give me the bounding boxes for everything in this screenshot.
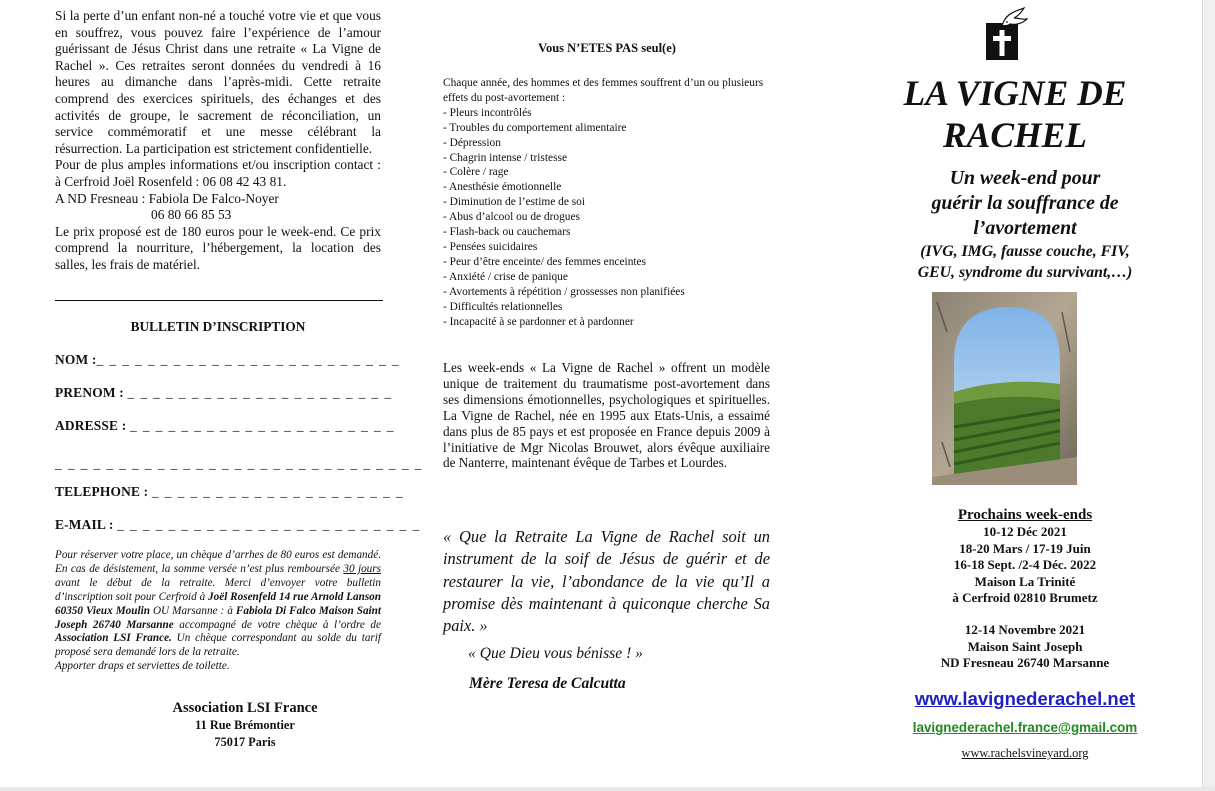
quote-author: Mère Teresa de Calcutta <box>469 675 626 692</box>
nom-field[interactable] <box>55 352 400 368</box>
adresse-line2: _ _ _ _ _ _ _ _ _ _ _ _ _ _ _ _ _ _ _ _ _ _ _ _ _ _ _ _ _ <box>55 456 423 471</box>
prenom-line: _ _ _ _ _ _ _ _ _ _ _ _ _ _ _ _ _ _ _ _ _ <box>127 385 393 400</box>
symptom-item: - Pleurs incontrôlés <box>443 106 532 119</box>
adresse-line: _ _ _ _ _ _ _ _ _ _ _ _ _ _ _ _ _ _ _ _ _ <box>129 418 395 433</box>
title-line-1: LA VIGNE DE <box>903 73 1127 113</box>
mother-teresa-quote: « Que la Retraite La Vigne de Rachel soit un instrument de la soif de Jésus de guérir et de restaurer la vie, l’abondance de la vie qu’Il a promise dès maintenant à quiconque cherche Sa paix. » <box>443 527 770 636</box>
symptoms-list <box>443 106 773 330</box>
symptom-item: - Abus d’alcool ou de drogues <box>443 211 580 224</box>
title-line-2: RACHEL <box>942 115 1087 155</box>
vineyard-window-photo <box>932 292 1077 485</box>
reservation-text-4: accompagné de votre chèque à l’ordre de <box>173 618 381 631</box>
price-text: Le prix proposé est de 180 euros pour le week-end. Ce prix comprend la nourriture, l’hébergement, la location des salles, les frais de matériel. <box>55 223 381 272</box>
dates-cerfroid-2: 18-20 Mars / 17-19 Juin <box>959 540 1091 556</box>
bulletin-title: BULLETIN D’INSCRIPTION <box>130 319 306 334</box>
reservation-payee: Association LSI France. <box>55 632 172 645</box>
symptom-item: - Anxiété / crise de panique <box>443 270 568 283</box>
dates-cerfroid-1: 10-12 Déc 2021 <box>983 524 1067 539</box>
association-name: Association LSI France <box>172 700 318 716</box>
email-field[interactable] <box>55 517 421 533</box>
symptoms-section <box>443 76 773 329</box>
dates-fresneau: 12-14 Novembre 2021 <box>964 621 1086 637</box>
intro-section <box>55 8 381 274</box>
symptom-item: - Flash-back ou cauchemars <box>443 226 571 239</box>
contact-cerfroid: Pour de plus amples informations et/ou inscription contact : à Cerfroid Joël Rosenfeld : 06 08 42 43 81. <box>55 157 381 189</box>
symptom-item: - Chagrin intense / tristesse <box>443 151 568 164</box>
symptom-item: - Diminution de l’estime de soi <box>443 196 586 209</box>
nom-label: NOM : <box>55 352 97 367</box>
venue-cerfroid-name: Maison La Trinité <box>974 573 1076 589</box>
symptom-item: - Incapacité à se pardonner et à pardonner <box>443 315 634 328</box>
symptom-item: - Dépression <box>443 136 501 149</box>
reservation-address-cerfroid: Joël Rosenfeld 14 rue Arnold Lanson 60350 Vieux Moulin <box>55 590 381 617</box>
association-address <box>55 700 435 751</box>
symptom-item: - Peur d’être enceinte/ des femmes enceintes <box>443 255 647 268</box>
subtitle-line-2: guérir la souffrance de <box>931 192 1119 214</box>
association-city: 75017 Paris <box>214 735 276 749</box>
reservation-note <box>55 549 381 674</box>
not-alone-title: Vous N’ETES PAS seul(e) <box>538 41 676 55</box>
telephone-field[interactable] <box>55 484 404 500</box>
window-bottom-edge <box>0 787 1215 791</box>
reservation-text-3: OU Marsanne : à <box>149 604 236 617</box>
dates-cerfroid-3: 16-18 Sept. /2-4 Déc. 2022 <box>953 557 1097 573</box>
reservation-address-marsanne: Fabiola Di Falco Maison Saint Joseph 26740 Marsanne <box>55 604 381 631</box>
prenom-label: PRENOM : <box>55 385 124 400</box>
brochure-subtitle <box>880 166 1170 241</box>
reservation-text-1: Pour réserver votre place, un chèque d’arrhes de 80 euros est demandé. En cas de désistement, la somme versée n’est plus remboursée <box>55 549 381 575</box>
symptom-item: - Pensées suicidaires <box>443 240 538 253</box>
email-line: _ _ _ _ _ _ _ _ _ _ _ _ _ _ _ _ _ _ _ _ _ _ _ _ <box>117 517 421 532</box>
intro-text <box>55 8 381 274</box>
nom-line: _ _ _ _ _ _ _ _ _ _ _ _ _ _ _ _ _ _ _ _ _ _ _ _ <box>96 352 401 367</box>
telephone-line: _ _ _ _ _ _ _ _ _ _ _ _ _ _ _ _ _ _ _ _ <box>151 484 405 499</box>
blessing-text: « Que Dieu vous bénisse ! » <box>468 645 643 662</box>
brochure-title <box>870 72 1160 156</box>
adresse-field[interactable] <box>55 418 395 434</box>
venue-fresneau-town: ND Fresneau 26740 Marsanne <box>940 655 1110 671</box>
situations-line-2: GEU, syndrome du survivant,…) <box>917 263 1133 281</box>
intro-paragraph: Si la perte d’un enfant non-né a touché votre vie et que vous en souffrez, vous pouvez faire l’expérience de l’amour guérissant de Jésus Christ dans une retraite « La Vigne de Rachel ». Ces retraites seront données du vendredi à 16 heures au dimanche dans l’après-midi. Cette retraite comprend des exercices spirituels, des échanges et des activités de groupe, le sacrement de réconciliation, un service commémoratif et une messe célébrant la résurrection. La participation est strictement confidentielle. <box>55 8 381 156</box>
association-street: 11 Rue Brémontier <box>195 718 295 732</box>
symptom-item: - Difficultés relationnelles <box>443 300 563 313</box>
contact-fresneau-phone: 06 80 66 85 53 <box>151 207 232 223</box>
subtitle-line-1: Un week-end pour <box>949 167 1101 189</box>
prenom-field[interactable] <box>55 385 392 401</box>
section-divider <box>55 300 383 301</box>
symptom-item: - Troubles du comportement alimentaire <box>443 121 627 134</box>
contact-fresneau: A ND Fresneau : Fabiola De Falco-Noyer <box>55 190 279 206</box>
email-label: E-MAIL : <box>55 517 114 532</box>
contact-email-link[interactable]: lavignederachel.france@gmail.com <box>912 720 1138 735</box>
upcoming-title: Prochains week-ends <box>957 507 1093 523</box>
situations-line-1: (IVG, IMG, fausse couche, FIV, <box>920 243 1130 260</box>
situations-list <box>880 242 1170 283</box>
symptom-item: - Avortements à répétition / grossesses non planifiées <box>443 285 685 298</box>
symptom-item: - Anesthésie émotionnelle <box>443 181 562 194</box>
upcoming-weekends <box>880 506 1170 672</box>
venue-fresneau-name: Maison Saint Joseph <box>967 638 1083 654</box>
venue-cerfroid-town: à Cerfroid 02810 Brumetz <box>952 590 1098 606</box>
reservation-text-2: avant le début de la retraite. Merci d’envoyer votre bulletin d’inscription soit pour Cerfroid à <box>55 576 381 603</box>
program-description: Les week-ends « La Vigne de Rachel » offrent un modèle unique de traitement du traumatisme post-avortement dans ses dimensions émotionnelles, psychologiques et spirituelles. La Vigne de Rachel, née en 1995 aux Etats-Unis, a essaimé dans plus de 85 pays et est proposée en France depuis 2009 à l’initiative de Mgr Nicolas Brouwet, alors évêque auxiliaire de Nanterre, maintenant évêque de Tarbes et Lourdes. <box>443 360 770 471</box>
symptoms-lead: Chaque année, des hommes et des femmes souffrent d’un ou plusieurs effets du post-avortement : <box>443 77 764 104</box>
telephone-label: TELEPHONE : <box>55 484 149 499</box>
reservation-sheets: Apporter draps et serviettes de toilette. <box>55 660 230 673</box>
subtitle-line-3: l’avortement <box>973 217 1077 239</box>
adresse-field-line2[interactable] <box>55 456 423 472</box>
reservation-deadline: 30 jours <box>343 562 381 575</box>
dove-cross-logo-icon <box>984 7 1028 61</box>
website-link[interactable]: www.lavignederachel.net <box>914 688 1136 709</box>
reservation-text-5: Un chèque correspondant au solde du tarif proposé sera demandé lors de la retraite. <box>55 632 381 659</box>
vertical-scrollbar[interactable] <box>1202 0 1215 791</box>
symptom-item: - Colère / rage <box>443 166 509 179</box>
adresse-label: ADRESSE : <box>55 418 127 433</box>
international-website-link[interactable]: www.rachelsvineyard.org <box>961 746 1089 760</box>
